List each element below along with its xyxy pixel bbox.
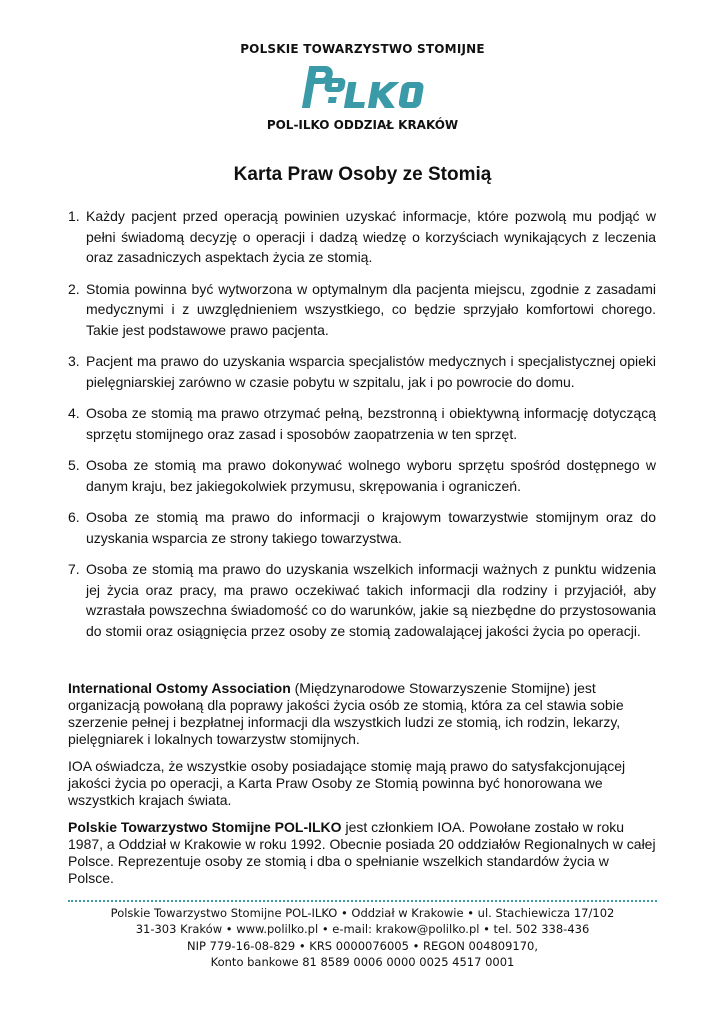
list-item (68, 351, 656, 392)
footer (0, 905, 725, 970)
item-text: Każdy pacjent przed operacją powinien uzyskać informacje, które pozwolą mu podjąć w pełni świadomą decyzję o operacji i dadzą wiedzę o korzyściach wynikających z leczenia oraz zasadniczych aspektach życia ze stomią. (86, 208, 656, 265)
footer-divider (68, 900, 657, 902)
item-number: 2. (68, 280, 80, 297)
item-text: Pacjent ma prawo do uzyskania wsparcia specjalistów medycznych i specjalistycznej opieki pielęgniarskiej zarówno w czasie pobytu w szpitalu, jak i po powrocie do domu. (86, 353, 656, 390)
item-number: 5. (68, 457, 80, 473)
polilko-paragraph (68, 819, 656, 887)
item-text: Osoba ze stomią ma prawo do uzyskania wszelkich informacji ważnych z punktu widzenia jej życia oraz pracy, ma prawo oczekiwać takich informacji dla rodziny i przyjaciół, aby wzrastała powszechna świadomość co do warunków, jakie są niezbędne do przystosowania do stomii oraz osiągnięcia przez osoby ze stomią zadowalającej jakości życia po operacji. (86, 561, 656, 639)
item-text: Stomia powinna być wytworzona w optymalnym dla pacjenta miejscu, zgodnie z zasadami medycznymi i z uwzględnieniem wszystkiego, co będzie sprzyjało komfortowi chorego. Takie jest podstawowe prawo pacjenta. (86, 280, 656, 338)
polilko-name: Polskie Towarzystwo Stomijne POL-ILKO (68, 819, 342, 835)
item-number: 7. (68, 561, 80, 577)
ioa-declaration: IOA oświadcza, że wszystkie osoby posiadające stomię mają prawo do satysfakcjonującej jakości życia po operacji, a Karta Praw Osoby ze Stomią powinna być honorowana we wszystkich krajach świata. (68, 758, 626, 808)
list-item (68, 455, 656, 496)
polilko-logo (300, 62, 426, 112)
item-text: Osoba ze stomią ma prawo otrzymać pełną, bezstronną i obiektywną informację dotyczącą sprzętu stomijnego oraz zasad i sposobów zaopatrzenia w ten sprzęt. (86, 405, 656, 442)
item-text: Osoba ze stomią ma prawo do informacji o krajowym towarzystwie stomijnym oraz do uzyskania wsparcia ze strony takiego towarzystwa. (86, 509, 656, 546)
ioa-name: International Ostomy Association (68, 680, 291, 696)
item-number: 3. (68, 353, 80, 369)
footer-bank-account: Konto bankowe 81 8589 0006 0000 0025 4517 0001 (210, 954, 515, 969)
footer-address: Polskie Towarzystwo Stomijne POL-ILKO • Oddział w Krakowie • ul. Stachiewicza 17/102 (110, 906, 615, 920)
document-title: Karta Praw Osoby ze Stomią (233, 164, 492, 185)
item-number: 1. (68, 208, 80, 224)
item-number: 4. (68, 405, 80, 421)
list-item (68, 559, 656, 641)
list-item (68, 279, 656, 341)
ioa-description: (Międzynarodowe Stowarzyszenie Stomijne) jest organizacją powołaną dla poprawy jakości życia osób ze stomią, która za cel stawia sobie szerzenie pełnej i bezpłatnej informacji dla wszystkich ludzi ze stomią, ich rodzin, lekarzy, pielęgniarek i lokalnych towarzystw stomijnych. (68, 680, 624, 747)
item-number: 6. (68, 509, 80, 525)
org-name: POLSKIE TOWARZYSTWO STOMIJNE (240, 42, 485, 56)
ioa-paragraph (68, 680, 656, 748)
list-item (68, 507, 656, 548)
footer-contact: 31-303 Kraków • www.polilko.pl • e-mail: krakow@polilko.pl • tel. 502 338-436 (135, 922, 590, 937)
item-text: Osoba ze stomią ma prawo dokonywać wolnego wyboru sprzętu spośród dostępnego w danym kraju, bez jakiegokolwiek przymusu, skrępowania i ograniczeń. (86, 457, 656, 494)
footer-registration: NIP 779-16-08-829 • KRS 0000076005 • REGON 004809170, (186, 938, 539, 953)
polilko-description: jest członkiem IOA. Powołane zostało w roku 1987, a Oddział w Krakowie w roku 1992. Obecnie posiada 20 oddziałów Regionalnych w całej Polsce. Reprezentuje osoby ze stomią i dba o spełnianie wszelkich standardów życia w Polsce. (68, 819, 656, 886)
list-item (68, 206, 656, 268)
ioa-section (68, 680, 656, 897)
branch-name: POL-ILKO ODDZIAŁ KRAKÓW (266, 118, 459, 132)
list-item (68, 403, 656, 444)
rights-list (68, 206, 656, 652)
